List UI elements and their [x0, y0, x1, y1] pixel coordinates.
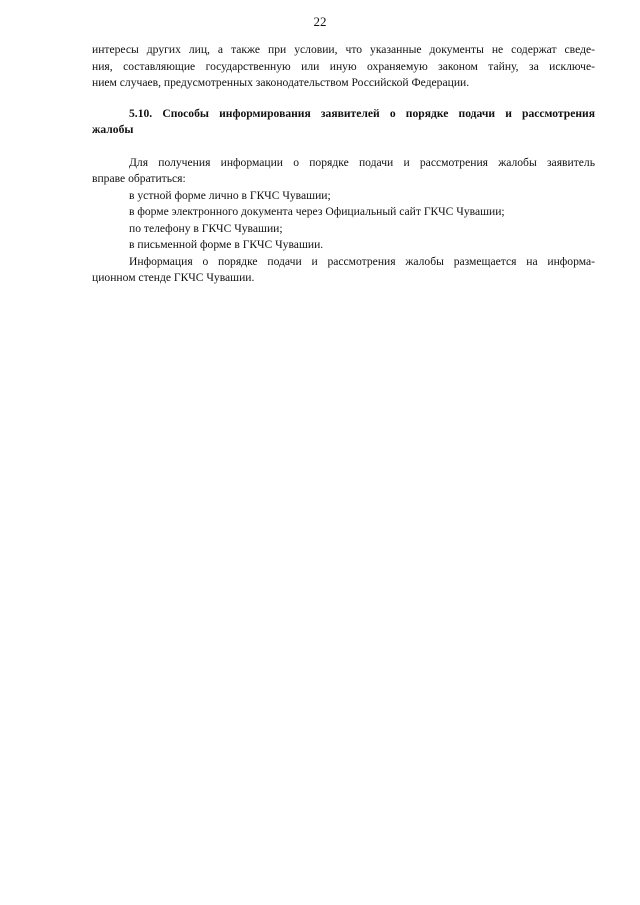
intro-line-1: интересы других лиц, а также при условии, что указанные документы не содержат сведе-: [92, 43, 595, 56]
paragraph-2-line-1: Информация о порядке подачи и рассмотрения жалобы размещается на информа-: [129, 254, 595, 268]
section-body: [92, 155, 595, 287]
page-number: 22: [313, 14, 327, 29]
section-heading-line-2: жалобы: [92, 123, 134, 136]
list-item: в устной форме лично в ГКЧС Чувашии;: [129, 188, 331, 202]
list-item: в письменной форме в ГКЧС Чувашии.: [129, 238, 324, 251]
contact-methods-list: [92, 188, 595, 254]
paragraph-1-line-2: вправе обратиться:: [92, 172, 186, 185]
list-item: по телефону в ГКЧС Чувашии;: [129, 221, 283, 235]
paragraph-2-line-2: ционном стенде ГКЧС Чувашии.: [92, 271, 255, 284]
intro-line-2: ния, составляющие государственную или иную охраняемую законом тайну, за исключе-: [92, 59, 595, 73]
intro-line-3: нием случаев, предусмотренных законодательством Российской Федерации.: [92, 76, 470, 89]
intro-paragraph: [92, 42, 595, 92]
paragraph-1-line-1: Для получения информации о порядке подачи и рассмотрения жалобы заявитель: [129, 155, 595, 169]
section-heading-line-1: 5.10. Способы информирования заявителей о порядке подачи и рассмотрения: [129, 106, 595, 120]
paragraph-info-stand: [92, 254, 595, 287]
section-heading: [92, 106, 595, 139]
document-body: [92, 42, 595, 287]
list-item: в форме электронного документа через Официальный сайт ГКЧС Чувашии;: [129, 205, 505, 218]
paragraph-request-info: [92, 155, 595, 188]
